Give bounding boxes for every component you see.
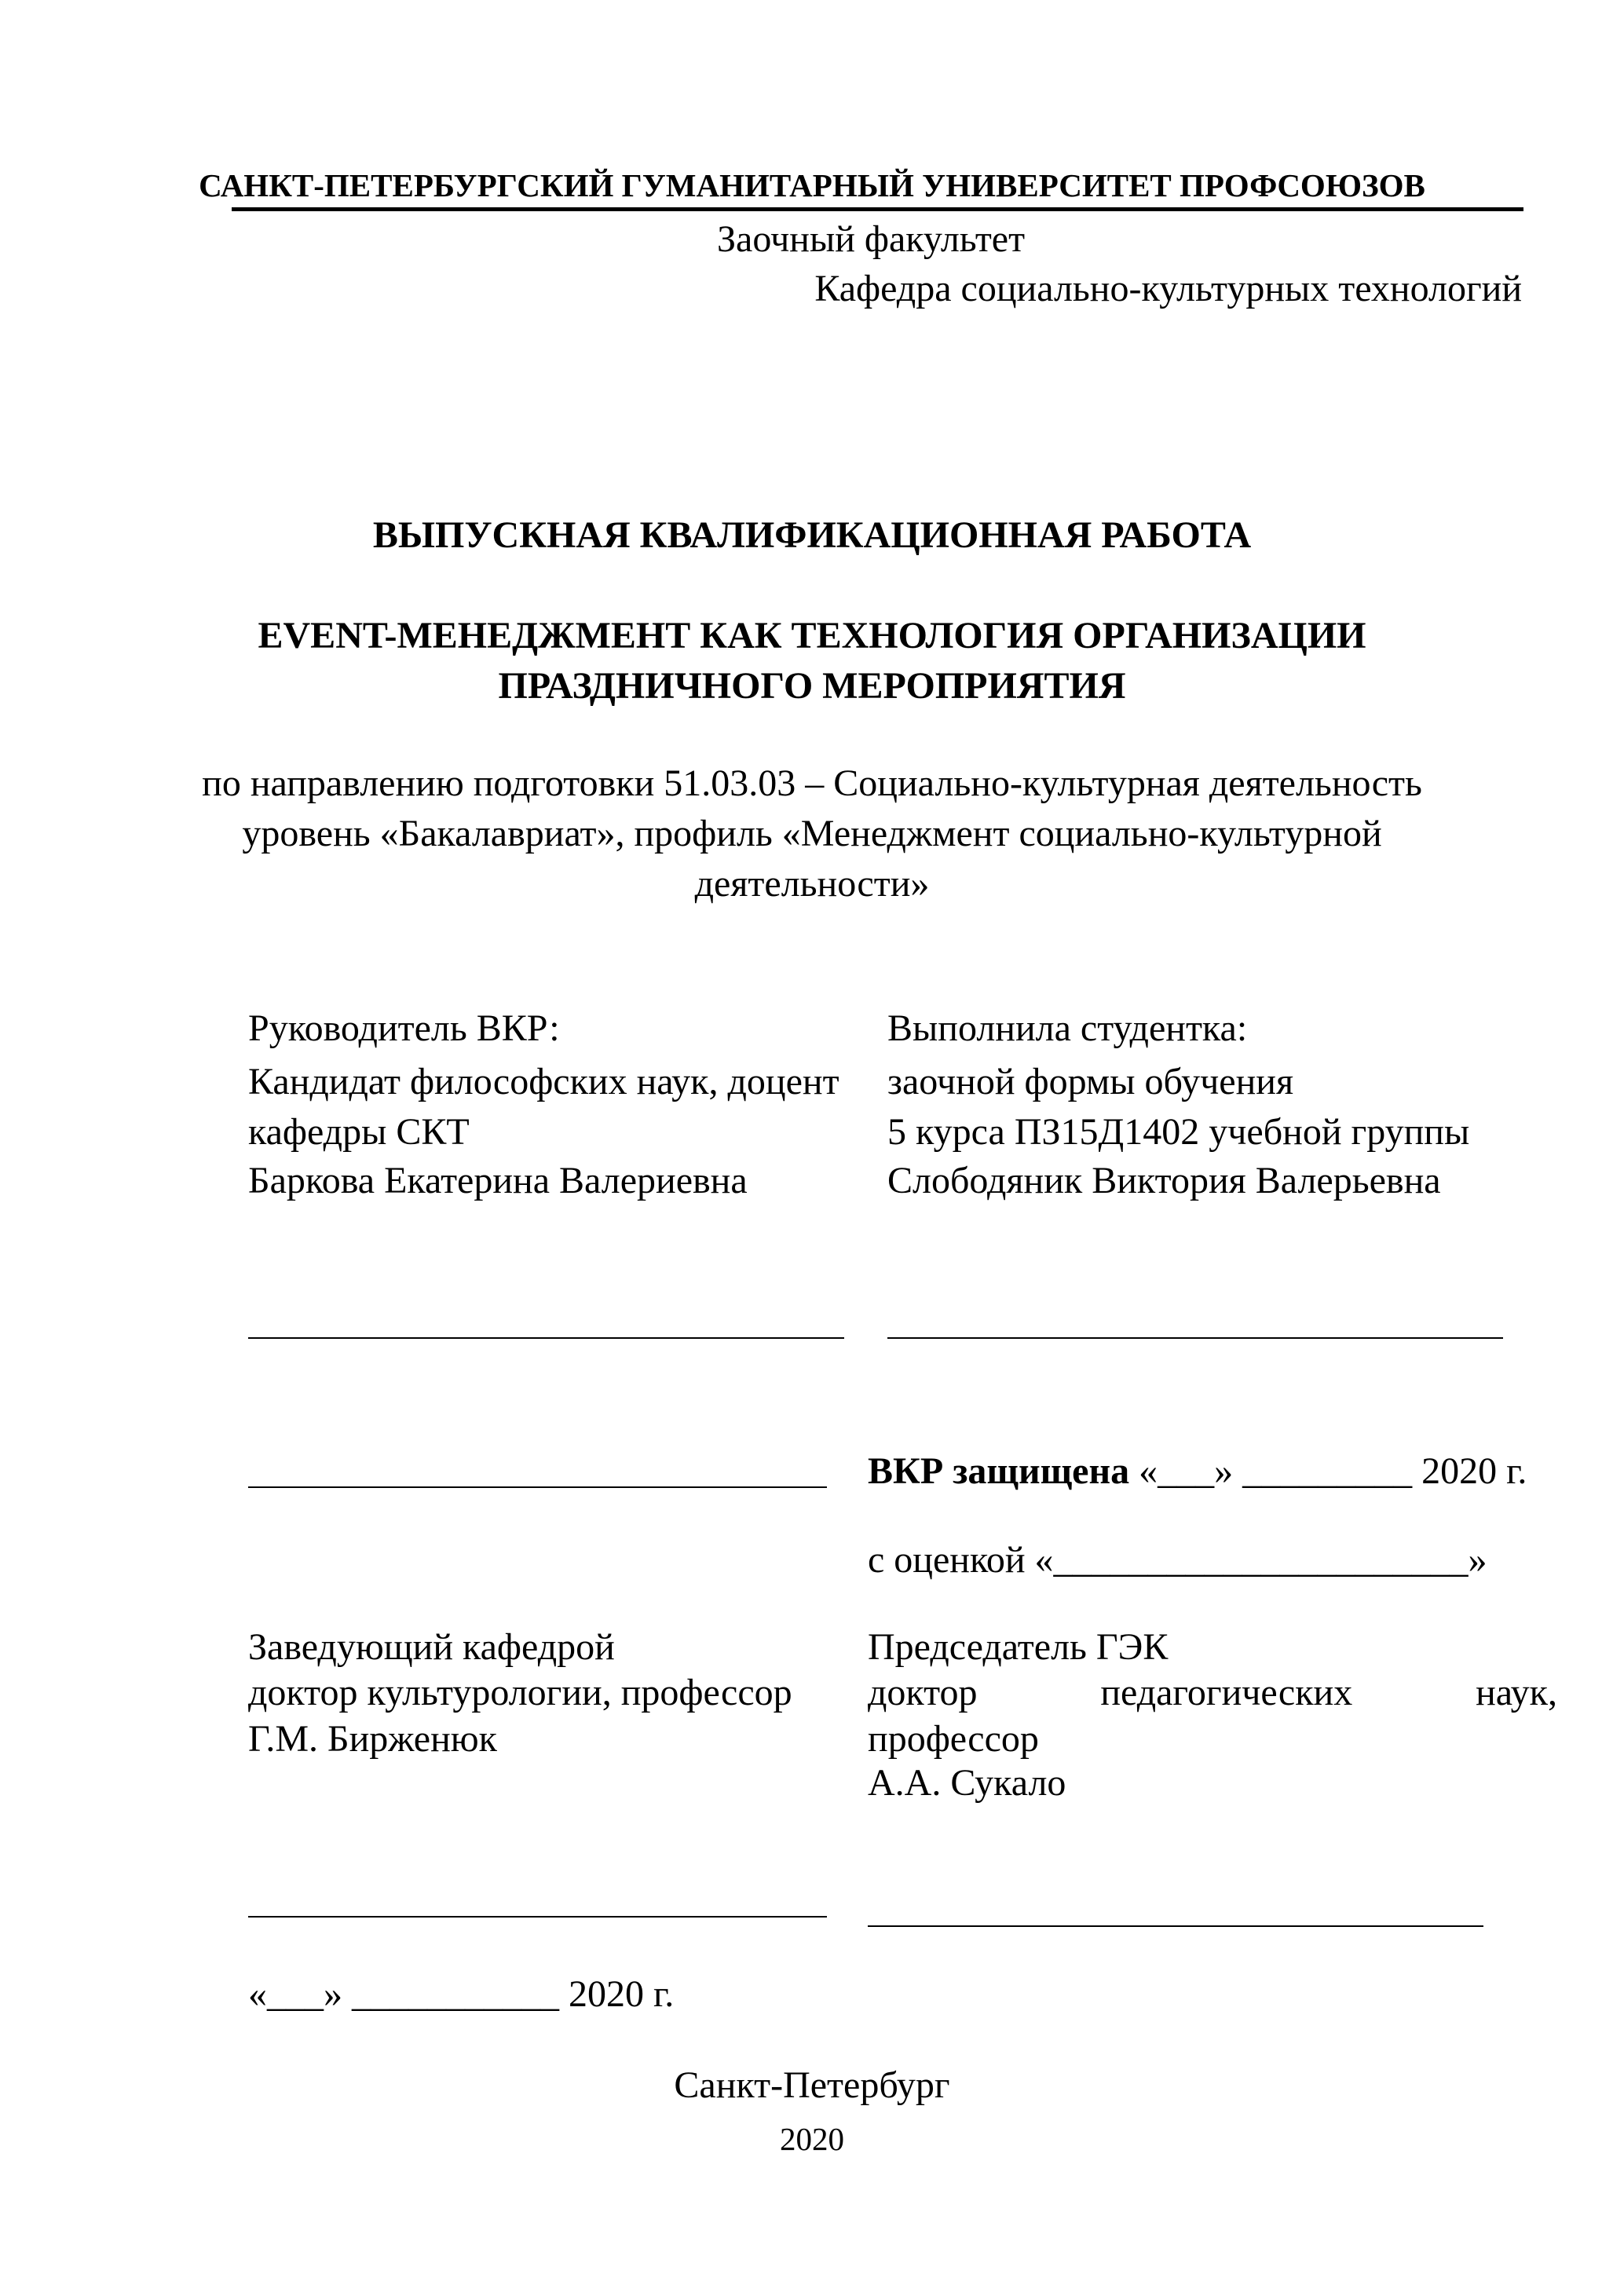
student-label: Выполнила студентка: <box>887 1007 1248 1049</box>
department: Кафедра социально-культурных технологий <box>814 268 1522 309</box>
direction-line-2: уровень «Бакалавриат», профиль «Менеджмент социально-культурной <box>242 813 1382 854</box>
supervisor-department: кафедры СКТ <box>248 1111 470 1153</box>
head-label: Заведующий кафедрой <box>248 1626 615 1668</box>
head-signature-line <box>248 1916 827 1918</box>
defense-label: ВКР защищена <box>868 1450 1130 1492</box>
student-signature-line <box>887 1337 1503 1339</box>
defense-line <box>868 1450 1527 1493</box>
faculty: Заочный факультет <box>717 218 1026 260</box>
year: 2020 <box>780 2121 844 2157</box>
direction-line-3: деятельности» <box>694 863 930 905</box>
supervisor-signature-line <box>248 1337 844 1339</box>
chair-degree <box>868 1671 1557 1715</box>
university-name: САНКТ-ПЕТЕРБУРГСКИЙ ГУМАНИТАРНЫЙ УНИВЕРСИТЕТ ПРОФСОЮЗОВ <box>199 167 1425 203</box>
supervisor-label: Руководитель ВКР: <box>248 1007 560 1049</box>
chair-name: А.А. Сукало <box>868 1762 1066 1804</box>
city: Санкт-Петербург <box>674 2064 950 2106</box>
signature-line <box>248 1486 827 1488</box>
work-type: ВЫПУСКНАЯ КВАЛИФИКАЦИОННАЯ РАБОТА <box>372 514 1252 556</box>
date-line: «___» ___________ 2020 г. <box>248 1973 675 2015</box>
supervisor-degree: Кандидат философских наук, доцент <box>248 1061 839 1102</box>
direction-line-1: по направлению подготовки 51.03.03 – Социально-культурная деятельность <box>202 762 1422 804</box>
student-group: 5 курса ПЗ15Д1402 учебной группы <box>887 1111 1470 1153</box>
student-form: заочной формы обучения <box>887 1061 1294 1102</box>
supervisor-name: Баркова Екатерина Валериевна <box>248 1160 748 1201</box>
defense-grade: с оценкой «______________________» <box>868 1539 1487 1581</box>
topic-line-2: ПРАЗДНИЧНОГО МЕРОПРИЯТИЯ <box>498 665 1126 707</box>
topic-line-1: EVENT-МЕНЕДЖМЕНТ КАК ТЕХНОЛОГИЯ ОРГАНИЗАЦИИ <box>258 615 1366 656</box>
defense-date: «___» _________ 2020 г. <box>1139 1450 1527 1492</box>
head-degree: доктор культурологии, профессор <box>248 1672 792 1713</box>
header-rule <box>232 207 1523 211</box>
head-name: Г.М. Бирженюк <box>248 1718 497 1760</box>
chair-degree-word: доктор <box>868 1672 978 1713</box>
chair-degree-word: педагогических <box>1100 1672 1353 1713</box>
chair-degree-word: наук, <box>1476 1672 1557 1713</box>
chair-title: профессор <box>868 1718 1039 1760</box>
chair-signature-line <box>868 1925 1483 1927</box>
student-name: Слободяник Виктория Валерьевна <box>887 1160 1441 1201</box>
chair-label: Председатель ГЭК <box>868 1626 1169 1668</box>
